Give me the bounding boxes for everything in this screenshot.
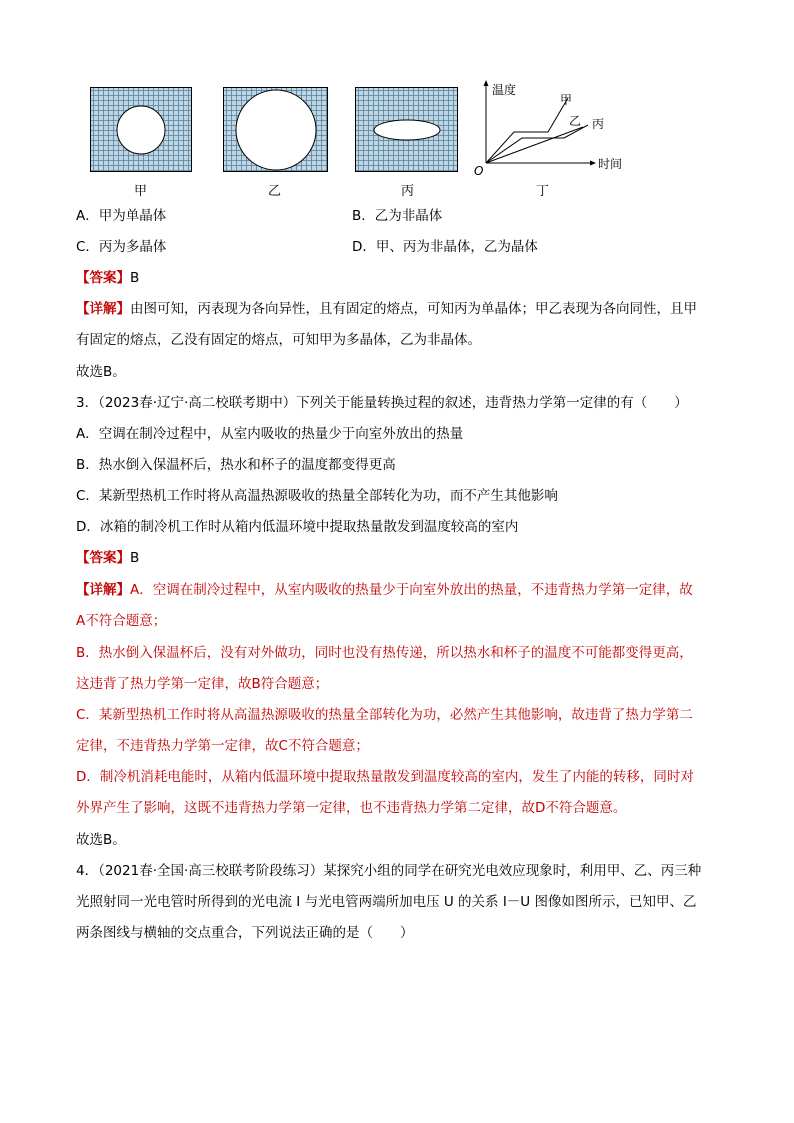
- q2-detail-line-2: 有固定的熔点，乙没有固定的熔点，可知甲为多晶体，乙为非晶体。: [76, 332, 481, 348]
- detail-tag: 【详解】: [76, 301, 130, 317]
- q3-option-c: C．某新型热机工作时将从高温热源吸收的热量全部转化为功，而不产生其他影响: [76, 488, 558, 504]
- q3-detail-line-4: 这违背了热力学第一定律，故B符合题意；: [76, 676, 329, 692]
- q2-option-b: B．乙为非晶体: [352, 208, 443, 224]
- q4-stem-line-3: 两条图线与横轴的交点重合，下列说法正确的是（ ）: [76, 925, 414, 941]
- q4-stem-line-1: 4．（2021春·全国·高三校联考阶段练习）某探究小组的同学在研究光电效应现象时，利用甲、乙、丙三种: [76, 863, 702, 879]
- amorphous-figure: [224, 88, 328, 172]
- answer-value: B: [130, 550, 140, 566]
- q2-option-d: D．甲、丙为非晶体，乙为晶体: [352, 239, 538, 255]
- q3-conclusion: 故选B。: [76, 832, 126, 848]
- q2-option-c: C．丙为多晶体: [76, 239, 167, 255]
- q3-detail-line-7: D．制冷机消耗电能时，从箱内低温环境中提取热量散发到温度较高的室内，发生了内能的转移，同时对: [76, 769, 694, 785]
- detail-tag: 【详解】: [76, 582, 130, 598]
- q2-option-a: A．甲为单晶体: [76, 208, 167, 224]
- x-axis-label: 时间: [598, 157, 623, 171]
- panel-yi: [223, 87, 328, 172]
- q3-detail-line-6: 定律，不违背热力学第一定律，故C不符合题意；: [76, 738, 369, 754]
- panel-jia: [90, 87, 192, 172]
- q3-stem: 3．（2023春·辽宁·高二校联考期中）下列关于能量转换过程的叙述，违背热力学第一定律的有（ ）: [76, 395, 688, 411]
- caption-jia: 甲: [134, 184, 148, 199]
- q2-answer: [76, 268, 139, 288]
- q3-option-b: B．热水倒入保温杯后，热水和杯子的温度都变得更高: [76, 457, 396, 473]
- answer-tag: 【答案】: [76, 550, 130, 566]
- caption-bing: 丙: [401, 184, 415, 199]
- origin-label: O: [474, 164, 484, 178]
- figure-row: [0, 80, 794, 200]
- panel-bing: [355, 87, 458, 172]
- q3-detail-line-2: A不符合题意；: [76, 613, 167, 629]
- q3-detail-line-3: B．热水倒入保温杯后，没有对外做功，同时也没有热传递，所以热水和杯子的温度不可能都变得更高，: [76, 645, 693, 661]
- curve-label-bing: 丙: [592, 117, 605, 131]
- q3-option-d: D．冰箱的制冷机工作时从箱内低温环境中提取热量散发到温度较高的室内: [76, 519, 519, 535]
- curve-label-yi: 乙: [569, 114, 582, 128]
- temperature-time-graph: [468, 80, 638, 180]
- curve-label-jia: 甲: [560, 93, 573, 107]
- answer-tag: 【答案】: [76, 270, 130, 286]
- caption-ding: 丁: [536, 184, 550, 199]
- q2-conclusion: 故选B。: [76, 364, 126, 380]
- caption-yi: 乙: [268, 184, 282, 199]
- single-crystal-figure: [356, 88, 458, 172]
- q3-detail-line-8: 外界产生了影响，这既不违背热力学第一定律，也不违背热力学第二定律，故D不符合题意。: [76, 800, 627, 816]
- answer-value: B: [130, 270, 140, 286]
- y-axis-label: 温度: [492, 83, 517, 97]
- polycrystal-figure: [91, 88, 192, 172]
- q3-answer: [76, 548, 139, 568]
- q2-detail-line-1: 【详解】由图可知，丙表现为各向异性，且有固定的熔点，可知丙为单晶体；甲乙表现为各向同性，且甲: [76, 301, 697, 317]
- q3-detail-line-5: C．某新型热机工作时将从高温热源吸收的热量全部转化为功，必然产生其他影响，故违背了热力学第二: [76, 707, 693, 723]
- q3-detail-line-1: 【详解】A．空调在制冷过程中，从室内吸收的热量少于向室外放出的热量，不违背热力学第一定律，故: [76, 582, 693, 598]
- q4-stem-line-2: 光照射同一光电管时所得到的光电流 I 与光电管两端所加电压 U 的关系 I－U 图像如图所示，已知甲、乙: [76, 894, 697, 910]
- q3-option-a: A．空调在制冷过程中，从室内吸收的热量少于向室外放出的热量: [76, 426, 464, 442]
- curve-jia: [486, 98, 568, 163]
